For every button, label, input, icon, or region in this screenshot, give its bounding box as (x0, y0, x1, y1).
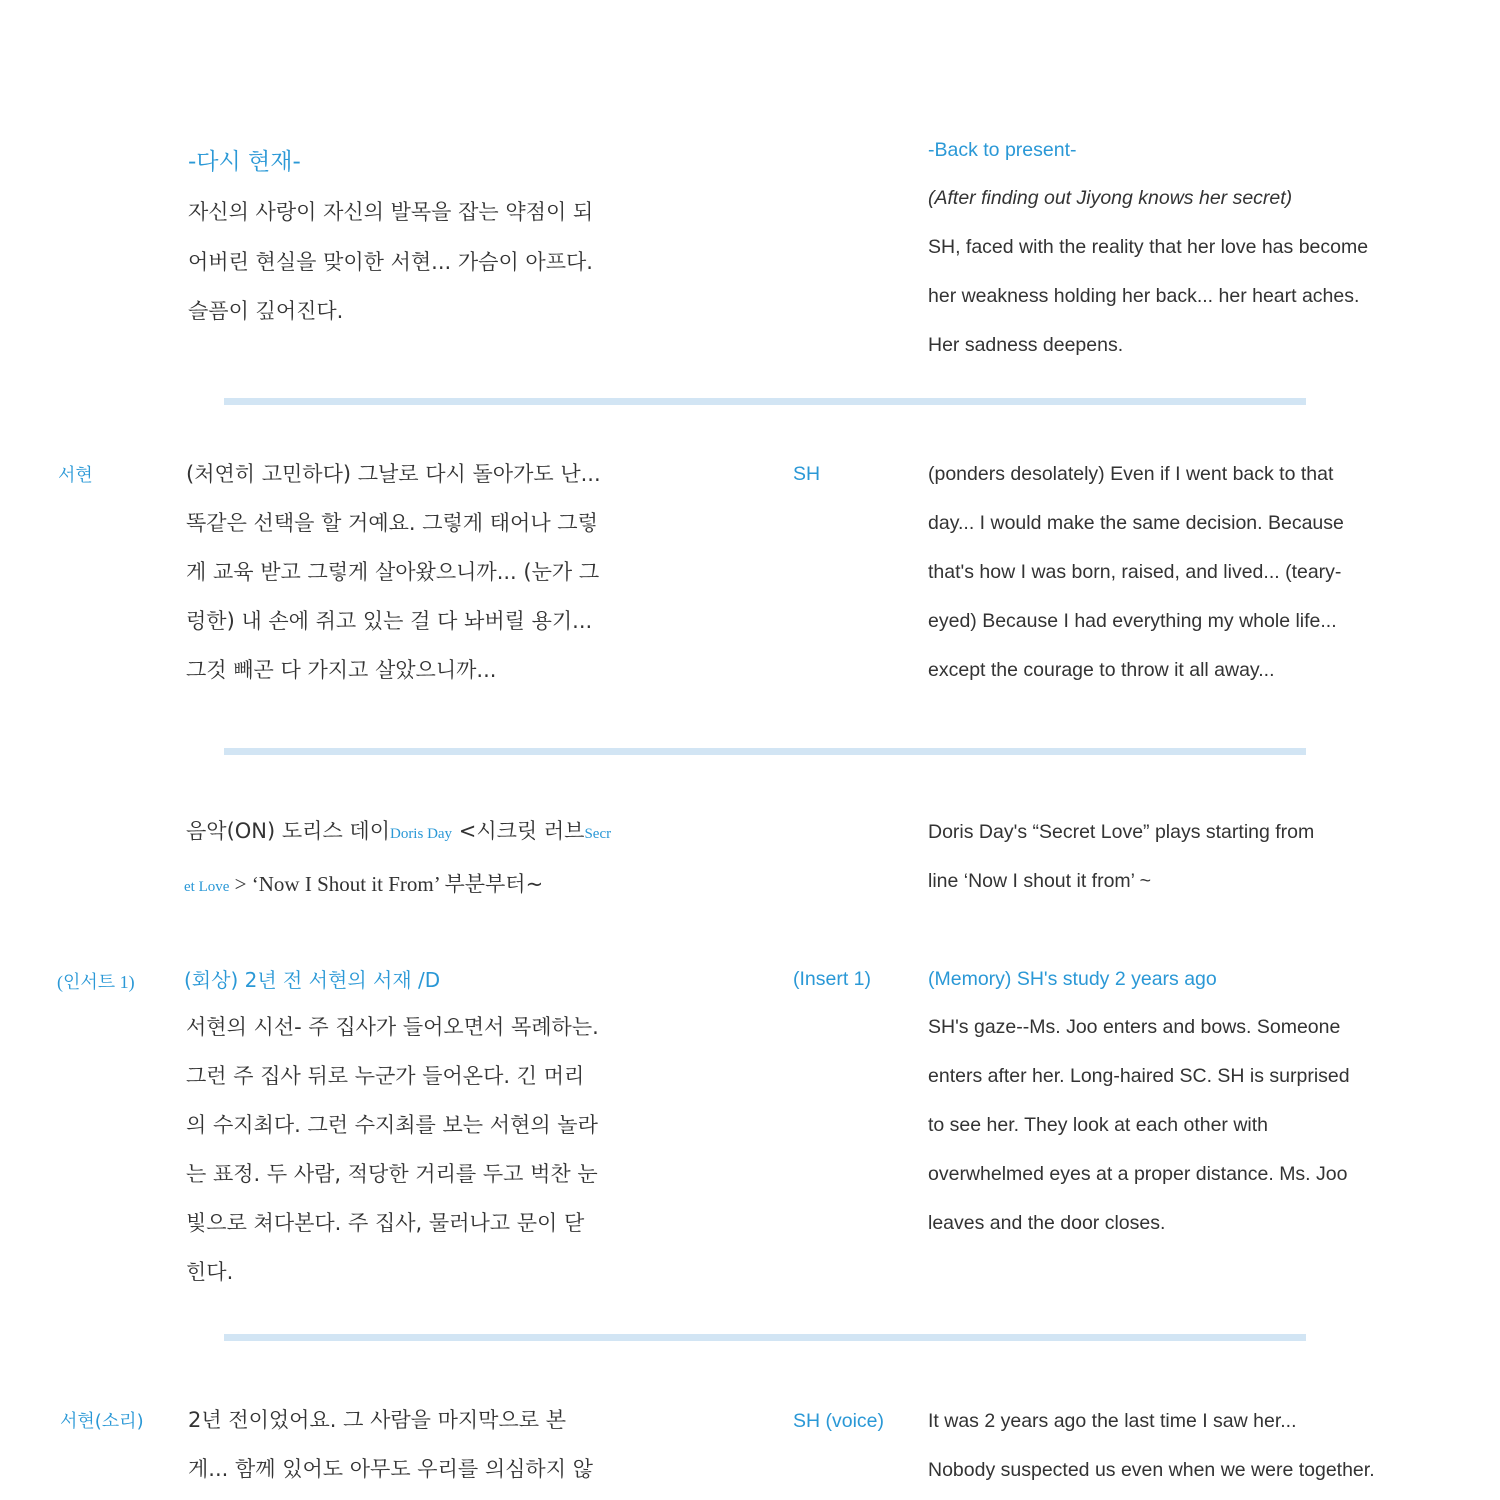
en-body-line: Her sadness deepens. (928, 334, 1124, 356)
en-body-line: her weakness holding her back... her heart aches. (928, 285, 1360, 307)
kr-body-line: 자신의 사랑이 자신의 발목을 잡는 약점이 되 (188, 200, 594, 224)
section-divider (224, 1334, 1306, 1341)
en-action-line: enters after her. Long-haired SC. SH is surprised (928, 1065, 1350, 1087)
kr-insert-label: (인서트 1) (57, 972, 135, 992)
en-body-line: (After finding out Jiyong knows her secret) (928, 187, 1293, 209)
en-insert-label: (Insert 1) (793, 968, 872, 990)
kr-speaker-label: 서현 (58, 465, 93, 486)
kr-dialogue-line: 렁한) 내 손에 쥐고 있는 걸 다 놔버릴 용기... (186, 609, 593, 633)
en-dialogue-line: day... I would make the same decision. Because (928, 512, 1344, 534)
kr-body-line: 어버린 현실을 맞이한 서현... 가슴이 아프다. (188, 249, 593, 274)
kr-music-cue-line-1 (186, 817, 611, 848)
section-divider (224, 398, 1306, 405)
kr-action-line: 는 표정. 두 사람, 적당한 거리를 두고 벅찬 눈 (186, 1162, 598, 1186)
en-speaker-label: SH (voice) (793, 1410, 885, 1432)
kr-speaker-label: 서현(소리) (60, 1411, 144, 1432)
kr-insert-heading: (회상) 2년 전 서현의 서재 /D (184, 968, 441, 992)
en-action-line: SH's gaze--Ms. Joo enters and bows. Someone (928, 1016, 1341, 1038)
kr-action-line: 힌다. (186, 1260, 234, 1284)
en-action-line: to see her. They look at each other with (928, 1114, 1269, 1136)
en-dialogue-line: eyed) Because I had everything my whole life... (928, 610, 1337, 632)
kr-body-line: 슬픔이 깊어진다. (188, 299, 344, 323)
kr-scene-heading: -다시 현재- (188, 149, 301, 175)
kr-dialogue-line: (처연히 고민하다) 그날로 다시 돌아가도 난... (186, 462, 601, 486)
kr-dialogue-line: 똑같은 선택을 할 거예요. 그렇게 태어나 그렇 (186, 511, 598, 535)
kr-dialogue-line: 2년 전이었어요. 그 사람을 마지막으로 본 (188, 1408, 566, 1432)
section-divider (224, 748, 1306, 755)
kr-music-cue-line-2 (184, 870, 543, 901)
artist-name: Doris Day (389, 826, 453, 842)
en-dialogue-line: (ponders desolately) Even if I went back to that (928, 463, 1334, 485)
kr-dialogue-line: 그것 빼곤 다 가지고 살았으니까... (186, 658, 497, 682)
en-dialogue-line: Nobody suspected us even when we were together. (928, 1459, 1375, 1481)
kr-music-text: 음악(ON) 도리스 데이 (186, 819, 390, 843)
kr-music-text: 부분부터~ (444, 872, 544, 896)
en-action-line: leaves and the door closes. (928, 1212, 1166, 1234)
kr-action-line: 그런 주 집사 뒤로 누군가 들어온다. 긴 머리 (186, 1064, 585, 1088)
en-speaker-label: SH (793, 463, 821, 485)
kr-action-line: 빛으로 쳐다본다. 주 집사, 물러나고 문이 닫 (186, 1211, 585, 1235)
en-music-cue-line: Doris Day's “Secret Love” plays starting from (928, 821, 1315, 843)
en-body-line: SH, faced with the reality that her love has become (928, 236, 1369, 258)
song-lyric: > ‘Now I Shout it From’ (229, 872, 445, 896)
kr-action-line: 의 수지최다. 그런 수지최를 보는 서현의 놀라 (186, 1113, 598, 1137)
en-insert-heading: (Memory) SH's study 2 years ago (928, 968, 1217, 990)
en-music-cue-line: line ‘Now I shout it from’ ~ (928, 870, 1152, 892)
song-name-part: Secr (584, 826, 612, 842)
en-action-line: overwhelmed eyes at a proper distance. Ms. Joo (928, 1163, 1348, 1185)
en-dialogue-line: that's how I was born, raised, and lived... (teary- (928, 561, 1342, 583)
song-name-part: et Love (184, 879, 230, 895)
en-dialogue-line: It was 2 years ago the last time I saw her... (928, 1410, 1297, 1432)
kr-song-title: <시크릿 러브 (452, 819, 585, 843)
kr-action-line: 서현의 시선- 주 집사가 들어오면서 목례하는. (186, 1015, 599, 1039)
kr-dialogue-line: 게 교육 받고 그렇게 살아왔으니까... (눈가 그 (186, 560, 600, 584)
kr-dialogue-line: 게... 함께 있어도 아무도 우리를 의심하지 않 (188, 1457, 593, 1481)
en-scene-heading: -Back to present- (928, 139, 1077, 161)
en-dialogue-line: except the courage to throw it all away... (928, 659, 1275, 681)
